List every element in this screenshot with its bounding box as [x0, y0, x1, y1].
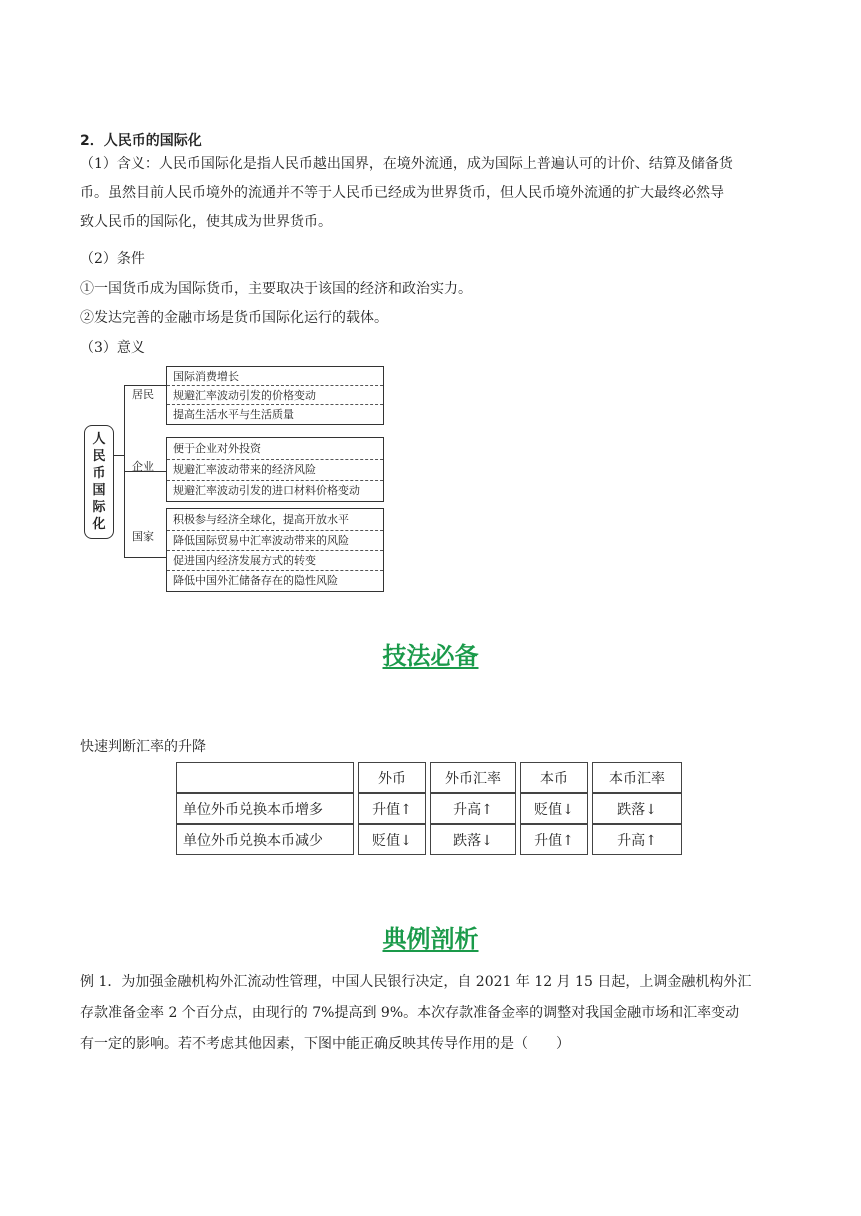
- meaning-paragraph: [80, 150, 800, 237]
- exchange-rate-table: [176, 762, 682, 855]
- connector-line: [124, 557, 166, 558]
- table-cell: 贬值↓: [358, 824, 426, 855]
- group-label-residents: 居民: [132, 388, 154, 401]
- connector-line: [114, 455, 124, 456]
- diagram-item: 国际消费增长: [173, 370, 239, 383]
- conditions-heading: （2）条件: [80, 251, 145, 267]
- table-row: [176, 824, 682, 855]
- condition-item: ①一国货币成为国际货币，主要取决于该国的经济和政治实力。: [80, 281, 472, 297]
- table-header-cell: 外币汇率: [430, 762, 516, 793]
- section-heading: 2．人民币的国际化: [80, 133, 202, 149]
- diagram-item: 规避汇率波动引发的价格变动: [167, 385, 383, 405]
- section-title-skills: 技法必备: [382, 642, 479, 670]
- root-char: 际: [92, 500, 106, 515]
- skills-subtitle: 快速判断汇率的升降: [80, 739, 206, 755]
- table-cell: [176, 762, 354, 793]
- example-line: 存款准备金率 2 个百分点，由现行的 7%提高到 9%。本次存款准备金率的调整对我国金融市场和汇率变动: [80, 1005, 740, 1021]
- example-line: 例 1．为加强金融机构外汇流动性管理，中国人民银行决定，自 2021 年 12 月 15 日起，上调金融机构外汇: [80, 974, 752, 990]
- diagram-item: 提高生活水平与生活质量: [167, 404, 383, 424]
- table-row-header: 单位外币兑换本币增多: [176, 793, 354, 824]
- condition-item: ②发达完善的金融市场是货币国际化运行的载体。: [80, 310, 388, 326]
- root-char: 国: [92, 483, 106, 498]
- diagram-item: 积极参与经济全球化，提高开放水平: [173, 513, 349, 526]
- table-header-cell: 本币汇率: [592, 762, 682, 793]
- meaning-line: 币。虽然目前人民币境外的流通并不等于人民币已经成为世界货币，但人民币境外流通的扩大最终必然导: [80, 185, 724, 201]
- root-char: 化: [92, 517, 106, 532]
- table-row: [176, 793, 682, 824]
- group-label-enterprise: 企业: [132, 460, 154, 473]
- group-box-nation: [166, 508, 384, 592]
- root-char: 人: [92, 432, 106, 447]
- group-label-nation: 国家: [132, 530, 154, 543]
- diagram-item: 规避汇率波动引发的进口材料价格变动: [167, 480, 383, 500]
- diagram-item: 便于企业对外投资: [173, 442, 261, 455]
- table-cell: 升值↑: [358, 793, 426, 824]
- group-box-enterprise: [166, 437, 384, 502]
- table-cell: 贬值↓: [520, 793, 588, 824]
- table-row-header: 单位外币兑换本币减少: [176, 824, 354, 855]
- table-cell: 升高↑: [430, 793, 516, 824]
- significance-heading: （3）意义: [80, 340, 145, 356]
- table-header-row: [176, 762, 682, 793]
- table-cell: 升值↑: [520, 824, 588, 855]
- diagram-root-box: [84, 425, 114, 539]
- root-char: 民: [92, 449, 106, 464]
- meaning-line: （1）含义：人民币国际化是指人民币越出国界，在境外流通，成为国际上普遍认可的计价、结算及储备货: [80, 156, 733, 172]
- table-cell: 跌落↓: [592, 793, 682, 824]
- table-cell: 跌落↓: [430, 824, 516, 855]
- table-header-cell: 外币: [358, 762, 426, 793]
- example-line: 有一定的影响。若不考虑其他因素，下图中能正确反映其传导作用的是（ ）: [80, 1036, 570, 1052]
- significance-diagram: [80, 365, 390, 593]
- meaning-line: 致人民币的国际化，使其成为世界货币。: [80, 214, 332, 230]
- example-paragraph: [80, 967, 800, 1060]
- table-header-cell: 本币: [520, 762, 588, 793]
- diagram-item: 促进国内经济发展方式的转变: [167, 550, 383, 570]
- diagram-item: 降低中国外汇储备存在的隐性风险: [167, 570, 383, 590]
- diagram-item: 规避汇率波动带来的经济风险: [167, 459, 383, 479]
- table-cell: 升高↑: [592, 824, 682, 855]
- diagram-item: 降低国际贸易中汇率波动带来的风险: [167, 530, 383, 550]
- section-title-examples: 典例剖析: [382, 925, 479, 953]
- root-char: 币: [92, 466, 106, 481]
- group-box-residents: [166, 366, 384, 425]
